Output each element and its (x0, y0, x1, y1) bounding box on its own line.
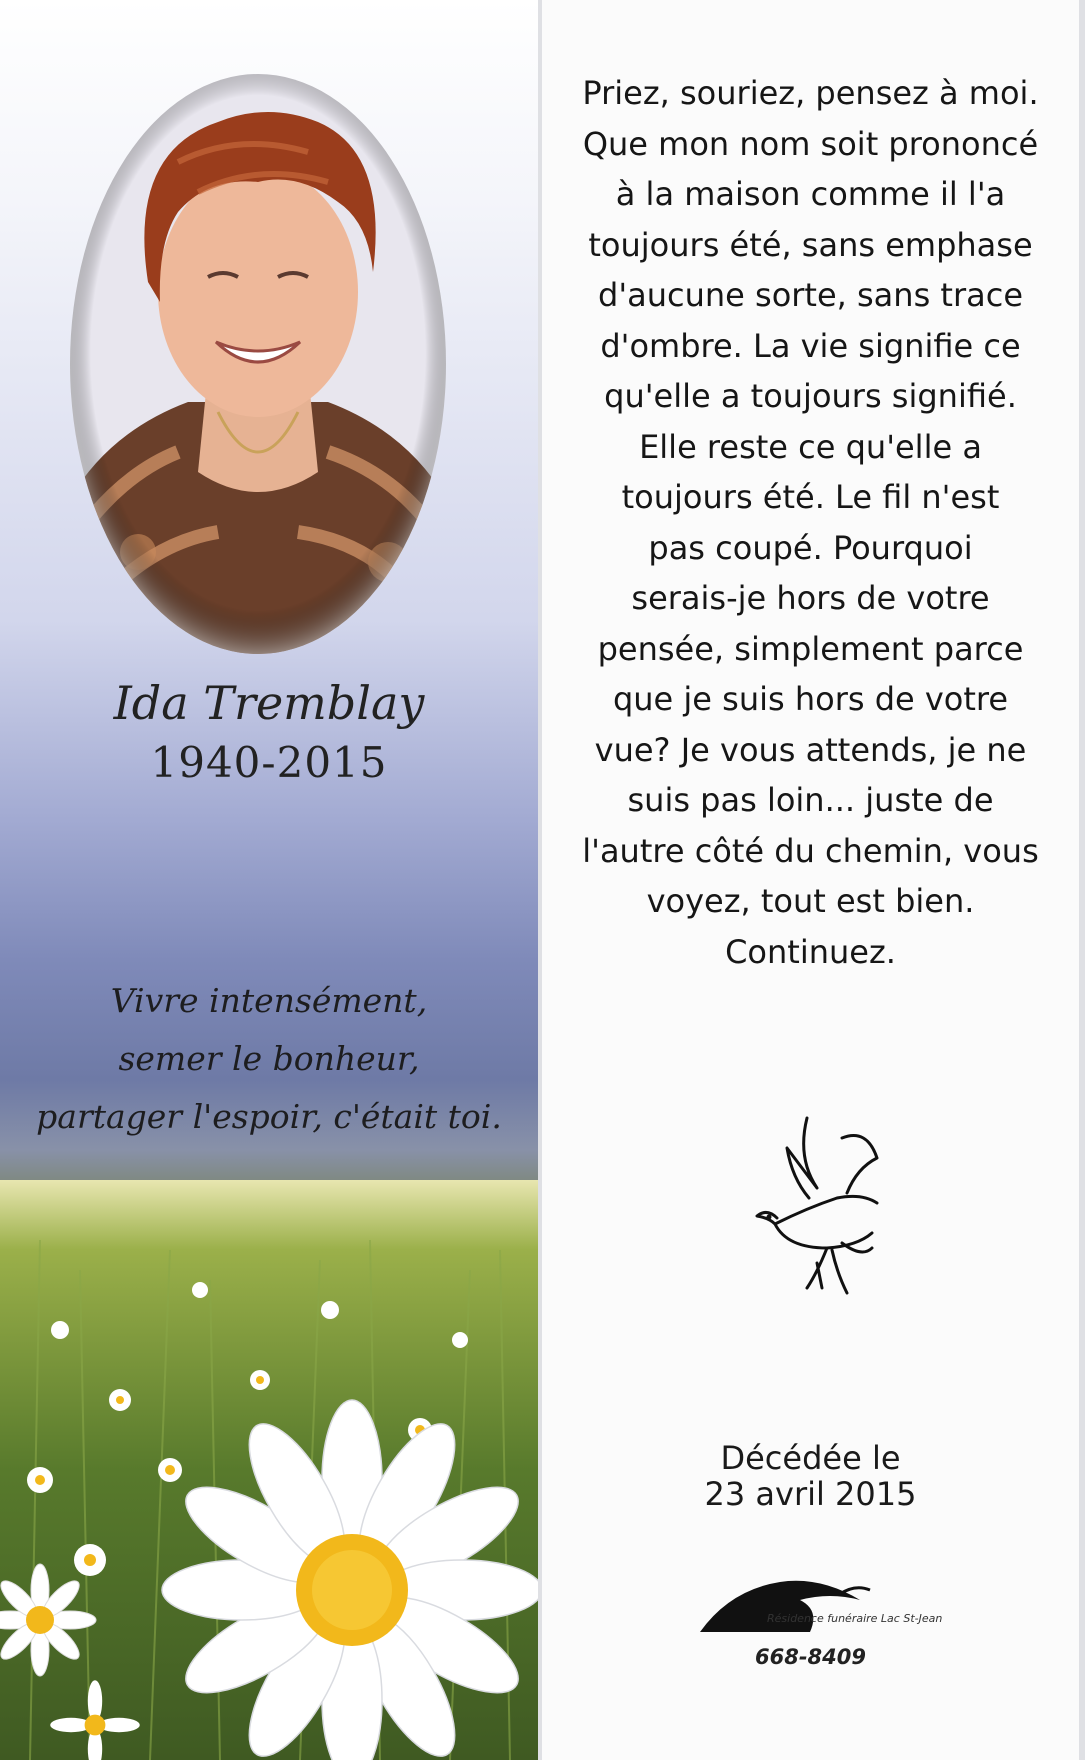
quote-line: semer le bonheur, (118, 1039, 420, 1078)
poem-line: Elle reste ce qu'elle a (639, 427, 982, 466)
poem-line: pas coupé. Pourquoi (648, 528, 973, 567)
quote-line: partager l'espoir, c'était toi. (36, 1097, 502, 1136)
poem-line: qu'elle a toujours signifié. (604, 377, 1017, 415)
memorial-quote (0, 972, 538, 1146)
dove-icon (747, 1098, 897, 1308)
poem-line: que je suis hors de votre (612, 680, 1009, 718)
poem-line: serais-je hors de votre (631, 579, 990, 617)
poem-line: vue? Je vous attends, je ne (594, 730, 1027, 769)
poem-line: suis pas loin... juste de (627, 781, 994, 819)
poem-line: pensée, simplement parce (597, 629, 1024, 668)
poem-line: d'aucune sorte, sans trace (598, 276, 1023, 314)
poem-text (542, 68, 1079, 977)
poem-line: Priez, souriez, pensez à moi. (582, 74, 1039, 112)
poem-line: toujours été, sans emphase (588, 225, 1033, 264)
deceased-name: Ida Tremblay (113, 676, 425, 730)
life-years: 1940-2015 (150, 738, 388, 787)
phone-number: 668-8409 (755, 1645, 866, 1669)
death-label: Décédée le (720, 1439, 901, 1477)
poem-line: à la maison comme il l'a (615, 175, 1006, 213)
poem-line: d'ombre. La vie signifie ce (600, 326, 1021, 365)
portrait-photo (68, 72, 448, 657)
death-notice (542, 1440, 1079, 1512)
daisy-field-image (0, 1180, 538, 1760)
memorial-card-back (542, 0, 1079, 1760)
poem-line: voyez, tout est bien. (646, 882, 975, 920)
funeral-home-name: Résidence funéraire Lac St-Jean (767, 1612, 943, 1625)
death-date: 23 avril 2015 (704, 1475, 917, 1513)
funeral-home-logo (690, 1570, 943, 1640)
poem-line: l'autre côté du chemin, vous (582, 831, 1039, 870)
poem-line: Continuez. (725, 932, 896, 971)
poem-line: Que mon nom soit prononcé (582, 124, 1039, 163)
memorial-card-front (0, 0, 538, 1760)
poem-line: toujours été. Le fil n'est (621, 478, 1000, 516)
quote-line: Vivre intensément, (110, 981, 428, 1020)
